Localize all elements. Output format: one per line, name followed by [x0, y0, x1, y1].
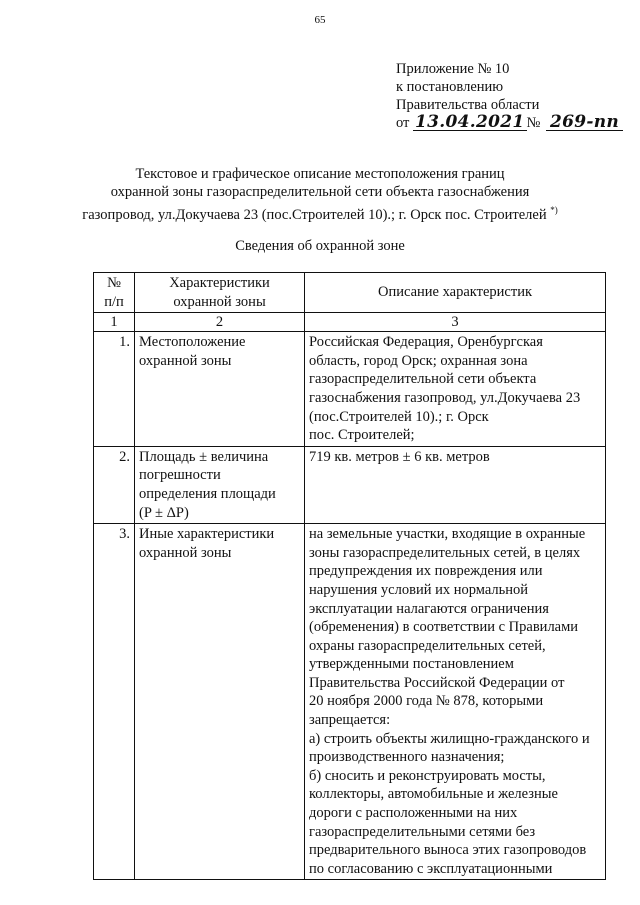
row-characteristic: Местоположение охранной зоны	[135, 332, 305, 447]
appendix-block	[396, 60, 623, 132]
header-description: Описание характеристик	[305, 273, 606, 313]
row-description: на земельные участки, входящие в охранные зоны газораспределительных сетей, в целях предупреждения их повреждения или нарушения условий их нормальной эксплуатации налагаются ограничения (обременения) в соответствии с Правилами охраны газораспределительных сетей, утвержденными постановлением Правительства Российской Федерации от 20 ноября 2000 года № 878, которыми запрещается: а) строить объекты жилищно-гражданского и производственного назначения; б) сносить и реконструировать мосты, коллекторы, автомобильные и железные дороги с расположенными на них газораспределительными сетями без предварительного выноса этих газопроводов по согласованию с эксплуатационными	[305, 524, 606, 880]
column-number: 2	[135, 313, 305, 332]
number-sign: №	[526, 115, 541, 131]
page-number: 65	[314, 14, 326, 26]
table-row	[94, 332, 606, 447]
row-number: 3.	[94, 524, 135, 880]
appendix-line-2: к постановлению	[396, 79, 504, 95]
section-subtitle: Сведения об охранной зоне	[235, 238, 405, 254]
title-line-2: охранной зоны газораспределительной сети объекта газоснабжения	[110, 184, 530, 200]
table-header-row	[94, 273, 606, 313]
column-number-row	[94, 313, 606, 332]
table-row	[94, 524, 606, 880]
row-description: Российская Федерация, Оренбургская область, город Орск; охранная зона газораспределительной сети объекта газоснабжения газопровод, ул.Докучаева 23 (пос.Строителей 10).; г. Орск пос. Строителей;	[305, 332, 606, 447]
title-line-3-wrap	[0, 201, 640, 224]
title-line-3: газопровод, ул.Докучаева 23 (пос.Строителей 10).; г. Орск пос. Строителей	[82, 206, 547, 223]
title-line-1: Текстовое и графическое описание местоположения границ	[135, 166, 505, 182]
footnote-mark: *)	[550, 205, 558, 215]
handwritten-date: 13.04.2021	[415, 112, 525, 132]
header-num: № п/п	[94, 273, 135, 313]
handwritten-number: 269-пп	[546, 114, 623, 131]
column-number: 3	[305, 313, 606, 332]
document-title	[0, 165, 640, 224]
column-number: 1	[94, 313, 135, 332]
zone-table	[93, 272, 606, 880]
row-characteristic: Площадь ± величина погрешности определения площади (P ± ΔP)	[135, 446, 305, 523]
appendix-date-line	[396, 114, 623, 132]
header-characteristic: Характеристики охранной зоны	[135, 273, 305, 313]
row-characteristic: Иные характеристики охранной зоны	[135, 524, 305, 880]
appendix-line-3: Правительства области	[396, 97, 540, 113]
date-prefix: от	[396, 115, 410, 131]
row-number: 2.	[94, 446, 135, 523]
row-description: 719 кв. метров ± 6 кв. метров	[305, 446, 606, 523]
row-number: 1.	[94, 332, 135, 447]
table-row	[94, 446, 606, 523]
appendix-line-1: Приложение № 10	[396, 61, 510, 77]
